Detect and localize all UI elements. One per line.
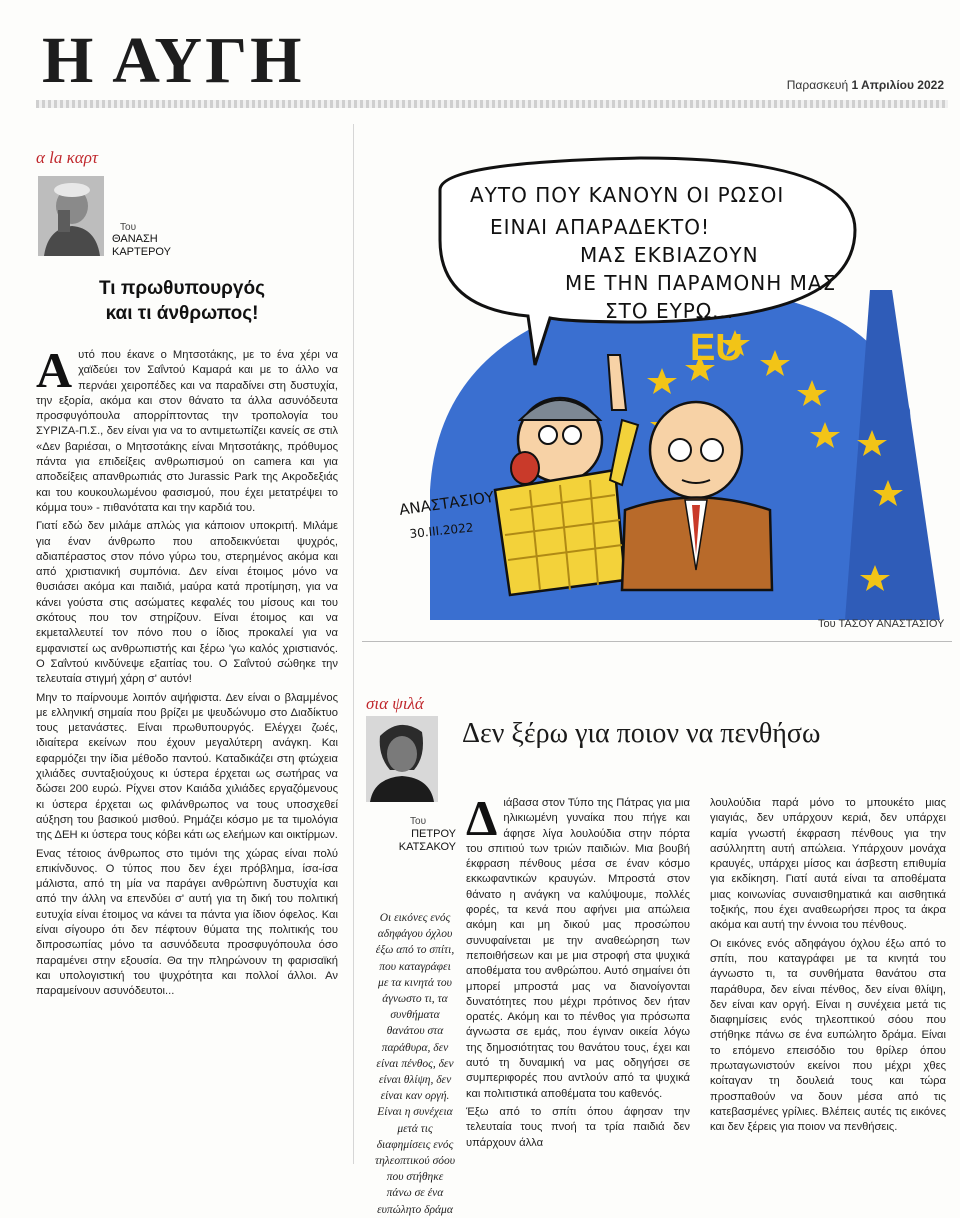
article-paragraph: Οι εικόνες ενός αδηφάγου όχλου έξω από το σπίτι, που καταγράφει με τα κινητά του άγνωστο τι, τα συνθήματα θανάτου στα παράθυρα, δεν είναι πένθος, δεν είναι θλίψη, δεν είναι καν οργή. Είναι η συνέχεια μετά τις διαφημίσεις ενός τηλεοπτικού σόου που στήθηκε πάνω σε ένα ευπώλητο δράμα. Είναι το επόμενο επεισόδιο του θρίλερ όπου πρωταγωνιστούν εκείνοι που μέχρι χθες κοίταγαν τη δουλειά τους και τώρα προσπαθούν να δουν μέσα από τις κατεβασμένες γρίλιες. Βλέπεις αυτές τις εικόνες και δεν ξέρεις για ποιον να πενθήσεις.: [710, 937, 946, 1134]
article-body: [36, 348, 338, 1158]
author-portrait-image: [38, 176, 104, 256]
cartoon-signature-date: 30.III.2022: [408, 520, 475, 541]
drop-cap: Δ: [466, 796, 498, 846]
speech-line: ΜΑΣ ΕΚΒΙΑΖΟΥΝ: [580, 243, 759, 267]
author-photo-karteros: [38, 176, 104, 256]
article-paragraph: Ενας τέτοιος άνθρωπος στο τιμόνι της χώρας είναι πολύ επικίνδυνος. Ο τύπος που δεν έχει πρόβλημα, ίσα-ίσα μάλιστα, από τη μία να παράγει ανθρώπινη δυστυχία και από την άλλη να επενδύει σ' αυτή για τη δική του πολιτική ευτυχία είναι έτοιμος να κάνει τα πάντα για ίδιον όφελος. Και είναι σίγουρο ότι δεν πέφτουν θύματα της πολιτικής του διπροσωπίας μόνο τα ασυνόδευτα προσφυγόπουλα όσο παραμένει στην εξουσία. Θα την πληρώνουν τη φαρισαϊκή και υπολογιστική του ψυχρότητα και πολλοί άλλοι. Αν παραμείνουν ασυνόδευτοι...: [36, 847, 338, 998]
byline-author: ΘΑΝΑΣΗ ΚΑΡΤΕΡΟΥ: [112, 233, 171, 258]
article-paragraph: λουλούδια παρά μόνο το μπουκέτο μιας γιαγιάς, δεν υπάρχουν κεριά, δεν υπάρχει καμία γνωστή έκφραση πένθους για την ασύλληπτη αυτή απώλεια. Υπάρχουν μονάχα κραυγές, υπάρχει μίσος και άσβεστη επιθυμία για εκδίκηση. Γιατί αυτά είναι τα αποθέματα μιας κοινωνίας συναισθηματικά και αισθητικά τοξικής, που έχει αναθεωρήσει προς τα άκρα ακόμα και αυτή την έννοια του πένθους.: [710, 797, 946, 932]
political-cartoon: [400, 150, 950, 620]
section-label-sia-psila: σια ψιλά: [366, 694, 424, 713]
article-body-column-2: [710, 796, 946, 1160]
issue-day: Παρασκευή: [786, 78, 849, 92]
article-paragraph: Μην το παίρνουμε λοιπόν αψήφιστα. Δεν είναι ο βλαμμένος με ελληνική σημαία που βρίζει με ψευδώνυμο στο Διαδίκτυο τους μετανάστες. Είναι πρωθυπουργός. Ελέγχει ζωές, ιδιαίτερα εκείνων που έχουν μεγαλύτερη ανάγκη. Και εφαρμόζει την ίδια μέθοδο παντού. Καταδικάζει στη φτώχεια χιλιάδες συνταξιούχους κι ύστερα έρχεται ως σωτήρας να δώσει 200 ευρώ. Ρίχνει στον Καιάδα χιλιάδες εργαζόμενους κι ύστερα έρχεται ως φιλάνθρωπος να τους υποσχεθεί αύξηση του βασικού μισθού. Ρημάζει κόσμο με τα τιμολόγια της ΔΕΗ κι ύστερα τους κόβει κάτι ως ελεήμων και οικτίρμων.: [36, 691, 338, 842]
issue-date: [787, 78, 944, 92]
masthead-title: Η ΑΥΓΗ: [42, 24, 305, 97]
byline-author: ΠΕΤΡΟΥ ΚΑΤΣΑΚΟΥ: [398, 828, 456, 853]
article-headline: Δεν ξέρω για ποιον να πενθήσω: [462, 718, 821, 749]
speech-line: ΑΥΤΟ ΠΟΥ ΚΑΝΟΥΝ ΟΙ ΡΩΣΟΙ: [470, 183, 785, 207]
author-photo-katsakos: [366, 716, 438, 802]
article-paragraph: Έξω από το σπίτι όπου άφησαν την τελευταία τους πνοή τα τρία παιδιά δεν υπάρχουν άλλα: [466, 1105, 690, 1149]
cartoon-signature: ΑΝΑΣΤΑΣΙΟΥ: [400, 487, 496, 519]
article-body-column-1: [466, 796, 690, 1160]
cartoon-drawing: [400, 150, 950, 620]
speech-line: ΣΤΟ ΕΥΡΩ...: [605, 299, 735, 323]
speech-line: ΜΕ ΤΗΝ ΠΑΡΑΜΟΝΗ ΜΑΣ: [565, 271, 837, 295]
credit-prefix: Του: [818, 618, 836, 630]
article-headline: Τι πρωθυπουργός και τι άνθρωπος!: [99, 278, 265, 324]
article-paragraph: Αυτό που έκανε ο Μητσοτάκης, με το ένα χέρι να χαϊδεύει τον Σαΐντού Καμαρά και με το άλλο να περνάει χειροπέδες και να παραδίνει στη δυστυχία, την εξορία, ακόμα και στον θάνατο τα άλλα ασυνόδευτα προσφυγόπουλα απορρίπτοντας την τροπολογία του ΣΥΡΙΖΑ-Π.Σ., δεν είναι για να το αντιμετωπίζει κανείς σε στιλ «Δεν βαριέσαι, ο Μητσοτάκης είναι Μητσοτάκης, πρόθυμος πάντα για επιδείξεις ανθρωπισμού on camera και για αποδείξεις απανθρωπιάς στο Jurassic Park της Ακροδεξιάς και του κουκουλωμένου φασισμού, που έχει μετατρέψει το κόμμα του» - πιθανότατα και την καρδιά του.: [36, 348, 338, 514]
byline-prefix: Του: [410, 816, 427, 827]
pull-quote: Οι εικόνες ενός αδηφάγου όχλου έξω από το σπίτι, που καταγράφει με τα κινητά του άγνωστο τι, τα συνθήματα θανάτου στα παράθυρα, δεν είναι πένθος, δεν είναι θλίψη, δεν είναι καν οργή. Είναι η συνέχεια μετά τις διαφημίσεις ενός τηλεοπτικού σόου που στήθηκε πάνω σε ένα ευπώλητο δράμα: [374, 912, 456, 1216]
section-label-a-la-kart: α la καρτ: [36, 148, 98, 167]
speech-line: ΕΙΝΑΙ ΑΠΑΡΑΔΕΚΤΟ!: [490, 215, 710, 239]
flag-eu-text: EU: [690, 327, 743, 369]
drop-cap: Α: [36, 348, 73, 398]
cartoon-credit: [818, 618, 944, 630]
issue-date-value: 1 Απριλίου 2022: [851, 78, 944, 92]
masthead-rule: [36, 100, 948, 108]
article-paragraph: Γιατί εδώ δεν μιλάμε απλώς για κάποιον υποκριτή. Μιλάμε για έναν άνθρωπο που αποδεικνύεται ψυχρός, αδιαπέραστος στον πόνο γύρω του, στερημένος ακόμα και από χριστιανική συμπόνια. Δεν είναι έτοιμος μόνο να θυσιάσει ακόμα και παιδιά, μαύρα κατά προτίμηση, για να κάνει γούστα στις ασώματες κεφαλές του μίσους και του σκότους που τον στηρίζουν. Είναι έτοιμος και να εκμεταλλευτεί τον πόνο που ο ίδιος προκαλεί για να εμφανιστεί ως ανθρωπιστής και ξέρω 'γω καλός χριστιανός. Ο Σαΐντού κινδύνεψε εξαιτίας του. Ο Σαΐντού σώθηκε την τελευταία στιγμή χάρη σ' αυτόν!: [36, 520, 338, 686]
author-portrait-image: [366, 716, 438, 802]
credit-name: ΤΑΣΟΥ ΑΝΑΣΤΑΣΙΟΥ: [838, 618, 945, 630]
column-divider: [353, 124, 354, 1164]
section-divider: [362, 641, 952, 642]
article-paragraph: Διάβασα στον Τύπο της Πάτρας για μια ηλικιωμένη γυναίκα που πήγε και άφησε λίγα λουλούδια στην πόρτα του σπιτιού των τριών παιδιών. Μια βουβή έκφραση πένθους μέσα σε έναν κόσμο εκκωφαντικών κραυγών. Μπροστά στον θάνατο η ανάγκη να καλύψουμε, πολλές φορές, τα κενά που αφήνει μια απώλεια ακόμη και μη δικού μας προσώπου συνυφαίνεται με την αναθεώρηση των πεποιθήσεων και με μια στροφή στα ψυχικά αποθέματα του ανθρώπου. Αυτό σημαίνει ότι μπορεί μπροστά μας να διανοίγονται δυνατότητες που μέχρι πρότινος δεν ήταν ορατές. Ακόμη και το πένθος για πρόσωπα άγνωστα σε εμάς, που έγιναν οικεία λόγω της δημοσιότητας του θανάτου τους, έχει και αυτό τη δυναμική να μας οδηγήσει σε συμπεριφορές που αντλούν από τα ψυχικά και πολιτιστικά αποθέματα του καθενός.: [466, 796, 690, 1100]
byline-prefix: Του: [120, 222, 137, 233]
